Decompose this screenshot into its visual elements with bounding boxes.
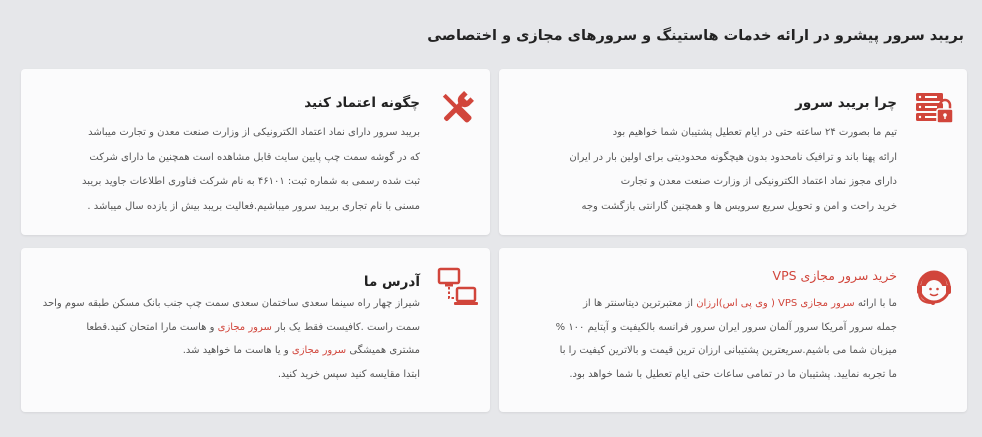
vps-link[interactable]: سرور مجازی [217,321,272,333]
address-body [33,292,420,386]
trust-line: مسنی با نام تجاری بریبد سرور میباشیم.فعالیت بریبد بیش از یازده سال میباشد . [87,200,420,212]
vps-card [499,248,967,412]
trust-line: ثبت شده رسمی به شماره ثبت: ۴۶۱۰۱ به نام شرکت فناوری اطلاعات جاوید بریبد [82,176,420,187]
address-text: و یا هاست ما خواهید شد. [182,345,292,356]
vps-line: جمله سرور آمریکا سرور آلمان سرور ایران سرور فرانسه بالکیفیت و آپتایم ۱۰۰ % [555,321,897,333]
why-line: ارائه پهنا باند و ترافیک نامحدود بدون هیچگونه محدودیتی برای اولین بار در ایران [569,151,897,163]
vps-line [511,292,897,316]
trust-title: چگونه اعتماد کنید [304,95,420,111]
address-title: آدرس ما [363,274,420,290]
why-line: خرید راحت و امن و تحویل سریع سرویس ها و همچنین گارانتی بازگشت وجه [581,200,897,212]
vps-line: میزبان شما می باشیم.سریعترین پشتیبانی ارزان ترین قیمت و بالاترین کیفیت را با [559,345,897,356]
vps-line: ما تجربه نمایید. پشتیبان ما در تمامی ساعات حتی ایام تعطیل با شما خواهد بود. [569,368,897,380]
network-computer-icon [436,266,478,308]
vps-link[interactable]: سرور مجازی [291,345,347,356]
address-card [21,248,490,412]
trust-line: که در گوشه سمت چپ پایین سایت قابل مشاهده است همچنین ما دارای شرکت [89,151,420,163]
why-body [511,121,897,219]
trust-line: بریبد سرور دارای نماد اعتماد الکترونیکی از وزارت صنعت معدن و تجارت میباشد [88,127,420,138]
address-line [33,339,420,363]
why-title: چرا بریبد سرور [795,95,897,111]
address-line: ابتدا مقایسه کنید سپس خرید کنید. [277,368,420,380]
server-lock-icon [913,87,955,129]
vps-text: از معتبرترین دیتاسنتر ها از [583,298,697,309]
address-text: و هاست مارا امتحان کنید.قطعا [86,321,218,333]
page-title: بریبد سرور پیشرو در ارائه خدمات هاستینگ و سرورهای مجازی و اختصاصی [427,28,964,44]
vps-title[interactable]: خرید سرور مجازی VPS [772,268,897,283]
tools-icon [436,87,478,129]
why-line: دارای مجوز نماد اعتماد الکترونیکی از وزارت صنعت معدن و تجارت [620,176,897,187]
address-text: سمت راست .کافیست فقط یک بار [271,321,420,333]
why-line: تیم ما بصورت ۲۴ ساعته حتی در ایام تعطیل پشتیبان شما خواهیم بود [612,127,897,138]
address-line [33,316,420,340]
address-text: مشتری همیشگی [346,345,420,356]
trust-card [21,69,490,235]
trust-body [33,121,420,219]
support-agent-icon [913,266,955,308]
vps-text: ما با ارائه [854,298,897,309]
vps-link[interactable]: سرور مجازی VPS ( وی پی اس)ارزان [696,298,855,309]
address-line: شیراز چهار راه سینما سعدی ساختمان سعدی سمت چپ جنب بانک مسکن طبقه سوم واحد [42,298,420,309]
vps-body [511,292,897,386]
why-card [499,69,967,235]
